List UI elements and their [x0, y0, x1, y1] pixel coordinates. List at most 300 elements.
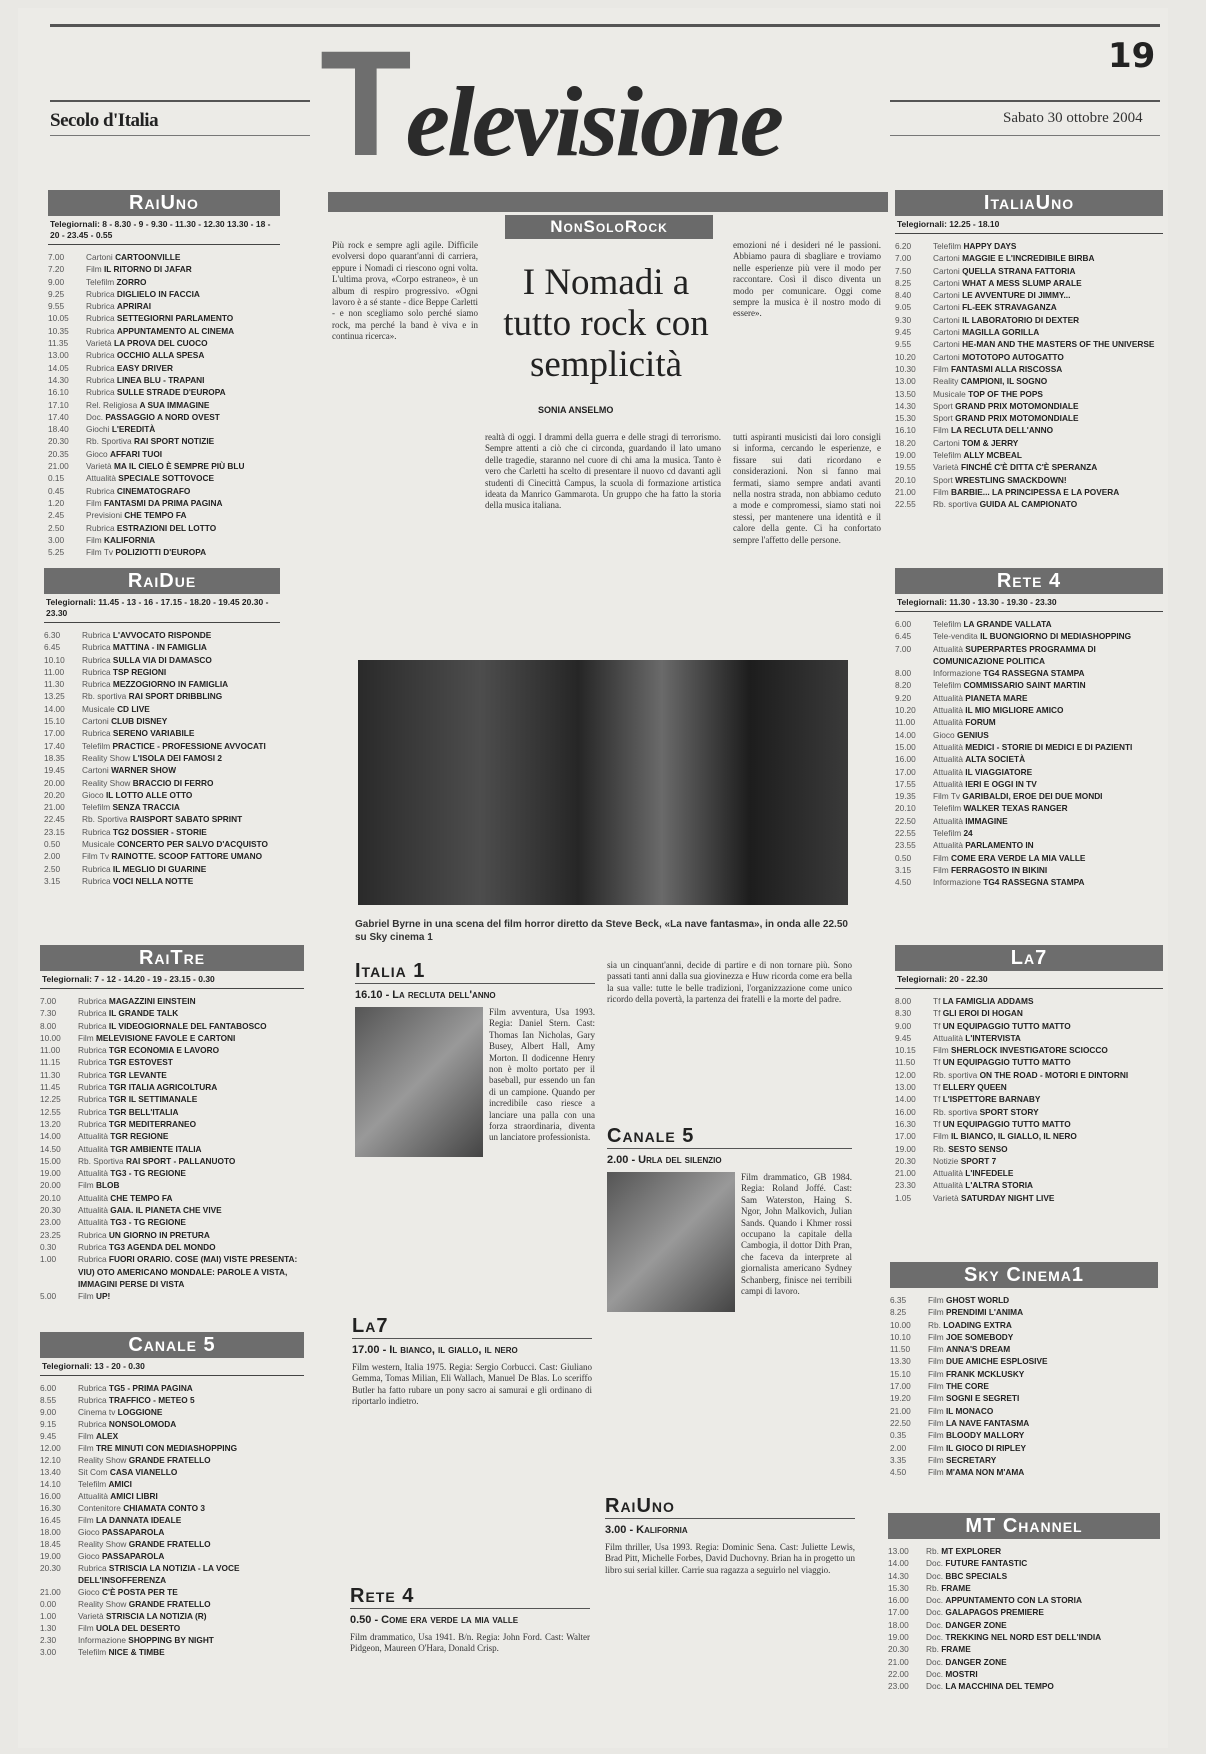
- program-genre: Rubrica: [82, 875, 111, 886]
- program-title: ANNA'S DREAM: [945, 1344, 1011, 1355]
- program-genre: Gioco: [78, 1587, 100, 1597]
- program-entry: [933, 437, 1163, 449]
- program-entry: [928, 1466, 1158, 1478]
- program-genre: Doc.: [926, 1595, 944, 1606]
- program-time: 2.00: [44, 851, 61, 862]
- program-time: 9.00: [895, 1020, 912, 1031]
- program-genre: Rb. Sportiva: [86, 436, 132, 447]
- program-row: [40, 1406, 304, 1418]
- program-entry: [86, 509, 280, 521]
- program-row: [895, 1118, 1163, 1130]
- program-entry: [933, 351, 1163, 363]
- program-genre: Rubrica: [86, 387, 115, 398]
- program-entry: [933, 716, 1163, 728]
- channel-raiuno: [48, 190, 280, 558]
- program-entry: [926, 1643, 1160, 1655]
- program-time: 6.45: [895, 631, 912, 642]
- program-time: 17.00: [888, 1607, 909, 1618]
- program-genre: Film: [928, 1344, 944, 1355]
- program-genre: Film: [78, 1443, 94, 1453]
- channel-header: Canale 5: [40, 1332, 304, 1358]
- program-genre: Gioco: [933, 729, 955, 740]
- program-row: [895, 692, 1163, 704]
- program-title: TGR AMBIENTE ITALIA: [110, 1143, 202, 1154]
- program-entry: [82, 764, 280, 776]
- program-time: 8.00: [895, 668, 912, 679]
- program-title: MA IL CIELO È SEMPRE PIÙ BLU: [114, 461, 245, 472]
- program-row: [888, 1582, 1160, 1594]
- program-time: 22.00: [888, 1668, 909, 1679]
- program-entry: [933, 778, 1163, 790]
- program-entry: [86, 263, 280, 275]
- program-time: 4.50: [895, 877, 912, 888]
- program-entry: [933, 301, 1163, 313]
- program-row: [888, 1557, 1160, 1569]
- program-genre: Gioco: [78, 1551, 100, 1561]
- program-title: L'AVVOCATO RISPONDE: [112, 630, 212, 640]
- review-channel: Rete 4: [350, 1585, 590, 1609]
- program-title: SETTEGIORNI PARLAMENTO: [116, 313, 234, 324]
- channel-header: RaiDue: [44, 568, 280, 594]
- program-genre: Attualità: [78, 1131, 108, 1142]
- program-row: [895, 388, 1163, 400]
- program-entry: [933, 1020, 1163, 1032]
- program-genre: Film Tv: [86, 547, 114, 558]
- program-title: RAI SPORT NOTIZIE: [133, 436, 215, 447]
- program-time: 12.25: [40, 1094, 61, 1105]
- program-time: 11.15: [40, 1057, 61, 1068]
- channel-raitre: [40, 945, 304, 1302]
- program-genre: Attualità: [933, 840, 963, 851]
- program-genre: Cartoni: [933, 437, 960, 448]
- program-entry: [86, 300, 280, 312]
- program-genre: Film: [928, 1467, 944, 1478]
- program-title: TRAFFICO - METEO 5: [108, 1395, 195, 1405]
- program-title: FL-EEK STRAVAGANZA: [962, 302, 1057, 313]
- program-row: [895, 277, 1163, 289]
- program-entry: [926, 1656, 1160, 1668]
- program-time: 23.00: [40, 1217, 61, 1228]
- program-title: L'ISPETTORE BARNABY: [942, 1094, 1041, 1105]
- program-genre: Sit Com: [78, 1467, 108, 1477]
- program-row: [40, 1382, 304, 1394]
- program-genre: Varietà: [78, 1611, 104, 1621]
- program-entry: [933, 1106, 1163, 1118]
- program-row: [48, 386, 280, 398]
- program-time: 8.40: [895, 290, 912, 301]
- program-row: [895, 864, 1163, 876]
- program-row: [48, 448, 280, 460]
- program-row: [895, 301, 1163, 313]
- program-title: RAINOTTE. SCOOP FATTORE UMANO: [111, 851, 263, 862]
- program-time: 10.20: [895, 705, 916, 716]
- program-entry: [78, 1229, 304, 1241]
- program-title: MEZZOGIORNO IN FAMIGLIA: [112, 679, 229, 690]
- program-row: [48, 251, 280, 263]
- program-row: [895, 486, 1163, 498]
- program-row: [48, 337, 280, 349]
- program-time: 10.10: [44, 654, 65, 665]
- program-genre: Telefilm: [78, 1479, 107, 1489]
- program-entry: [78, 1241, 304, 1253]
- program-entry: [933, 618, 1163, 630]
- program-time: 21.00: [895, 1168, 916, 1179]
- program-time: 9.00: [40, 1407, 57, 1417]
- program-title: CHE TEMPO FA: [124, 510, 187, 521]
- program-time: 4.50: [890, 1467, 907, 1478]
- program-time: 7.00: [48, 252, 65, 262]
- program-time: 14.00: [895, 729, 916, 740]
- program-entry: [78, 1610, 304, 1622]
- program-time: 2.30: [40, 1635, 57, 1645]
- program-time: 15.00: [895, 741, 916, 752]
- program-entry: [928, 1355, 1158, 1367]
- program-time: 19.35: [895, 791, 916, 802]
- program-row: [40, 1044, 304, 1056]
- program-time: 20.30: [895, 1155, 916, 1166]
- program-time: 13.30: [890, 1356, 911, 1367]
- program-title: RAISPORT SABATO SPRINT: [129, 814, 243, 825]
- program-title: TGR ITALIA AGRICOLTURA: [108, 1082, 218, 1093]
- program-row: [895, 363, 1163, 375]
- program-title: LA DANNATA IDEALE: [95, 1515, 182, 1525]
- program-row: [895, 400, 1163, 412]
- program-genre: Film: [933, 1131, 949, 1142]
- program-entry: [78, 1216, 304, 1228]
- program-title: STRISCIA LA NOTIZIA - LA VOCE DELL'INSOFFERENZA: [78, 1563, 240, 1585]
- program-entry: [926, 1545, 1160, 1557]
- program-entry: [86, 485, 280, 497]
- program-entry: [86, 374, 280, 386]
- program-genre: Telefilm: [933, 619, 962, 629]
- program-genre: Tf: [933, 1094, 941, 1105]
- program-entry: [928, 1442, 1158, 1454]
- program-title: GUIDA AL CAMPIONATO: [979, 499, 1078, 510]
- program-time: 11.45: [40, 1082, 61, 1093]
- program-time: 20.30: [40, 1563, 61, 1573]
- program-title: TRE MINUTI CON MEDIASHOPPING: [95, 1443, 238, 1453]
- program-genre: Rb.: [926, 1644, 939, 1655]
- program-row: [40, 1167, 304, 1179]
- program-time: 9.30: [895, 314, 912, 325]
- program-entry: [926, 1680, 1160, 1692]
- program-title: FUORI ORARIO. COSE (MAI) VISTE PRESENTA: VIU) OTO AMERICANO MONDALE: PAROLE A VISTA, IMMAGINI PERSE DI VISTA: [78, 1254, 298, 1289]
- program-genre: Rubrica: [78, 1229, 107, 1240]
- program-entry: [928, 1380, 1158, 1392]
- program-row: [895, 265, 1163, 277]
- program-entry: [82, 789, 280, 801]
- program-time: 14.30: [895, 400, 916, 411]
- program-title: UOLA DEL DESERTO: [95, 1623, 181, 1633]
- program-entry: [933, 827, 1163, 839]
- program-entry: [86, 312, 280, 324]
- program-entry: [86, 546, 280, 558]
- program-genre: Rubrica: [86, 485, 115, 496]
- program-time: 11.00: [895, 717, 916, 728]
- news-times: Telegiornali: 13 - 20 - 0.30: [40, 1358, 304, 1376]
- program-time: 22.55: [895, 499, 916, 510]
- review-text: Film avventura, Usa 1993. Regia: Daniel Stern. Cast: Thomas Ian Nicholas, Gary Busey, Albert Hall, Amy Morton. Il dodicenne Henry non è molto portato per il baseball, pur essendo un fan di un campione. Quando per incredibile caso riesce a lanciare una palla con una forza straordinaria, diventa un lanciatore professionista.: [489, 1007, 595, 1143]
- program-genre: Gioco: [86, 448, 108, 459]
- program-title: GHOST WORLD: [945, 1295, 1010, 1305]
- program-title: LA NAVE FANTASMA: [945, 1417, 1030, 1428]
- program-genre: Previsioni: [86, 510, 122, 521]
- program-row: [888, 1594, 1160, 1606]
- program-title: SULLE STRADE D'EUROPA: [116, 387, 226, 398]
- program-title: CHIAMATA CONTO 3: [123, 1503, 205, 1513]
- program-entry: [86, 325, 280, 337]
- program-entry: [82, 641, 280, 653]
- program-genre: Rubrica: [86, 350, 115, 361]
- program-row: [895, 815, 1163, 827]
- program-entry: [78, 1081, 304, 1093]
- program-entry: [933, 876, 1163, 888]
- program-genre: Film Tv: [933, 791, 961, 802]
- program-row: [48, 325, 280, 337]
- program-row: [895, 1069, 1163, 1081]
- program-time: 19.00: [40, 1551, 61, 1561]
- program-time: 17.00: [895, 1131, 916, 1142]
- program-title: IL GIOCO DI RIPLEY: [945, 1442, 1027, 1453]
- program-time: 20.00: [44, 777, 65, 788]
- program-title: MAGILLA GORILLA: [962, 327, 1040, 338]
- program-row: [895, 827, 1163, 839]
- program-genre: Rubrica: [86, 362, 115, 373]
- program-row: [40, 1179, 304, 1191]
- program-title: IL MIO MIGLIORE AMICO: [965, 705, 1064, 716]
- program-title: MT EXPLORER: [941, 1546, 1002, 1556]
- program-genre: Film: [928, 1393, 944, 1404]
- program-time: 17.00: [895, 766, 916, 777]
- program-row: [40, 1106, 304, 1118]
- program-time: 15.30: [888, 1582, 909, 1593]
- program-title: TG5 - PRIMA PAGINA: [108, 1383, 193, 1393]
- program-time: 18.00: [40, 1527, 61, 1537]
- program-time: 22.55: [895, 828, 916, 839]
- article-col-3: tutti aspiranti musicisti dai loro consigli si informa, cercando le esperienze, e fissare sui dati ricordano e considerazioni. Non si fanno mai fermati, siamo sempre andati avanti nella nostra strada, non abbiamo ceduto a mode e compromessi, siamo stati noi stessi, per mantenere una identità e il calore della gente. Ci ha confortato sempre l'affetto delle persone.: [733, 432, 881, 545]
- channel-la7: [895, 945, 1163, 1204]
- title-initial: T: [320, 19, 406, 187]
- program-title: C'È POSTA PER TE: [102, 1587, 178, 1597]
- program-row: [40, 1514, 304, 1526]
- program-time: 6.30: [44, 630, 61, 640]
- program-row: [895, 240, 1163, 252]
- program-genre: Doc.: [926, 1570, 944, 1581]
- program-entry: [933, 1093, 1163, 1105]
- program-genre: Film: [928, 1295, 944, 1305]
- program-title: ALLY MCBEAL: [963, 450, 1022, 461]
- program-entry: [86, 522, 280, 534]
- program-time: 11.30: [40, 1069, 61, 1080]
- program-genre: Reality Show: [78, 1599, 127, 1609]
- program-row: [890, 1368, 1158, 1380]
- program-row: [895, 1044, 1163, 1056]
- program-genre: Tf: [933, 1057, 941, 1068]
- program-genre: Attualità: [78, 1205, 108, 1216]
- film-photo: [358, 660, 848, 905]
- program-entry: [933, 388, 1163, 400]
- program-genre: Rubrica: [78, 1045, 107, 1056]
- program-entry: [82, 727, 280, 739]
- program-list: [895, 240, 1163, 511]
- program-genre: Film: [78, 1623, 94, 1633]
- program-genre: Telefilm: [933, 680, 962, 691]
- program-time: 16.00: [895, 1106, 916, 1117]
- program-genre: Cartoni: [933, 339, 960, 350]
- program-list: [40, 995, 304, 1302]
- program-title: LE AVVENTURE DI JIMMY...: [962, 290, 1071, 301]
- program-time: 17.00: [890, 1381, 911, 1392]
- review-channel: Italia 1: [355, 960, 595, 984]
- program-row: [40, 1478, 304, 1490]
- program-title: DANGER ZONE: [945, 1656, 1007, 1667]
- program-genre: Film: [928, 1405, 944, 1416]
- program-title: FRAME: [941, 1644, 971, 1655]
- program-entry: [78, 1646, 304, 1658]
- program-genre: Rubrica: [78, 1069, 107, 1080]
- program-time: 5.00: [40, 1291, 57, 1302]
- program-title: MELEVISIONE FAVOLE E CARTONI: [95, 1032, 236, 1043]
- program-title: ELLERY QUEEN: [942, 1082, 1007, 1093]
- program-time: 3.35: [890, 1454, 907, 1465]
- program-row: [888, 1545, 1160, 1557]
- program-title: GAIA. IL PIANETA CHE VIVE: [110, 1205, 222, 1216]
- program-title: BLOB: [95, 1180, 120, 1191]
- program-genre: Doc.: [926, 1656, 944, 1667]
- program-entry: [78, 1204, 304, 1216]
- program-time: 23.55: [895, 840, 916, 851]
- program-row: [48, 497, 280, 509]
- program-row: [48, 411, 280, 423]
- program-row: [40, 1610, 304, 1622]
- program-genre: Film: [928, 1356, 944, 1367]
- program-entry: [933, 1155, 1163, 1167]
- program-title: L'ALTRA STORIA: [965, 1180, 1034, 1191]
- program-title: SESTO SENSO: [948, 1143, 1008, 1154]
- program-row: [44, 654, 280, 666]
- program-row: [890, 1331, 1158, 1343]
- program-entry: [928, 1454, 1158, 1466]
- program-title: IL LOTTO ALLE OTTO: [106, 789, 193, 800]
- program-row: [40, 1550, 304, 1562]
- program-genre: Cartoni: [933, 277, 960, 288]
- program-row: [895, 1020, 1163, 1032]
- program-genre: Rubrica: [78, 1419, 107, 1429]
- program-entry: [933, 498, 1163, 510]
- program-row: [895, 1179, 1163, 1191]
- program-genre: Attualità: [933, 1032, 963, 1043]
- program-genre: Doc.: [926, 1558, 944, 1569]
- program-entry: [82, 690, 280, 702]
- program-title: UN EQUIPAGGIO TUTTO MATTO: [942, 1057, 1071, 1068]
- program-genre: Rubrica: [86, 313, 115, 324]
- program-row: [44, 727, 280, 739]
- program-entry: [82, 703, 280, 715]
- program-time: 13.20: [40, 1118, 61, 1129]
- program-genre: Film: [86, 497, 102, 508]
- program-time: 6.00: [40, 1383, 57, 1393]
- program-genre: Tf: [933, 1118, 941, 1129]
- program-genre: Cinema tv: [78, 1407, 116, 1417]
- program-genre: Rubrica: [78, 1020, 107, 1031]
- program-genre: Attualità: [78, 1143, 108, 1154]
- program-row: [888, 1643, 1160, 1655]
- program-entry: [86, 337, 280, 349]
- program-time: 1.20: [48, 497, 65, 508]
- program-time: 8.00: [40, 1020, 57, 1031]
- program-row: [48, 288, 280, 300]
- program-row: [895, 716, 1163, 728]
- program-row: [44, 703, 280, 715]
- program-row: [48, 276, 280, 288]
- program-entry: [933, 864, 1163, 876]
- program-title: TGR ECONOMIA E LAVORO: [108, 1045, 220, 1056]
- program-entry: [933, 1069, 1163, 1081]
- program-row: [895, 1167, 1163, 1179]
- program-row: [895, 326, 1163, 338]
- program-genre: Rubrica: [78, 1395, 107, 1405]
- program-time: 19.00: [895, 1143, 916, 1154]
- program-row: [48, 546, 280, 558]
- program-genre: Film: [86, 264, 102, 275]
- program-time: 13.50: [895, 388, 916, 399]
- news-times: Telegiornali: 11.30 - 13.30 - 19.30 - 23.30: [895, 594, 1163, 612]
- program-entry: [926, 1594, 1160, 1606]
- program-entry: [86, 386, 280, 398]
- program-row: [888, 1570, 1160, 1582]
- program-genre: Film: [78, 1180, 94, 1191]
- program-row: [40, 1634, 304, 1646]
- program-time: 0.45: [48, 485, 65, 496]
- program-row: [48, 534, 280, 546]
- program-title: ON THE ROAD - MOTORI E DINTORNI: [979, 1069, 1129, 1080]
- program-entry: [933, 815, 1163, 827]
- program-time: 15.10: [890, 1368, 911, 1379]
- program-title: SPORT 7: [960, 1155, 997, 1166]
- program-time: 14.00: [44, 703, 65, 714]
- program-entry: [933, 630, 1163, 642]
- program-genre: Informazione: [933, 668, 981, 679]
- program-title: VOCI NELLA NOTTE: [112, 875, 194, 886]
- news-times: Telegiornali: 7 - 12 - 14.20 - 19 - 23.15 - 0.30: [40, 971, 304, 989]
- program-title: MATTINA - IN FAMIGLIA: [112, 642, 207, 653]
- program-entry: [928, 1368, 1158, 1380]
- news-times: Telegiornali: 11.45 - 13 - 16 - 17.15 - 18.20 - 19.45 20.30 - 23.30: [44, 594, 280, 623]
- program-entry: [926, 1668, 1160, 1680]
- program-entry: [78, 1622, 304, 1634]
- rule: [890, 135, 1160, 136]
- program-entry: [933, 1192, 1163, 1204]
- program-genre: Film: [933, 363, 949, 374]
- program-title: UN EQUIPAGGIO TUTTO MATTO: [942, 1118, 1071, 1129]
- program-time: 21.00: [48, 461, 69, 472]
- program-row: [895, 449, 1163, 461]
- program-genre: Rubrica: [86, 522, 115, 533]
- program-genre: Tf: [933, 1082, 941, 1093]
- program-entry: [78, 1290, 304, 1302]
- program-time: 13.00: [895, 376, 916, 387]
- program-title: HAPPY DAYS: [963, 241, 1017, 251]
- program-time: 3.15: [44, 875, 61, 886]
- program-row: [890, 1417, 1158, 1429]
- program-row: [895, 729, 1163, 741]
- program-entry: [86, 472, 280, 484]
- program-row: [895, 1032, 1163, 1044]
- program-row: [48, 509, 280, 521]
- program-entry: [82, 740, 280, 752]
- program-row: [895, 790, 1163, 802]
- program-row: [895, 839, 1163, 851]
